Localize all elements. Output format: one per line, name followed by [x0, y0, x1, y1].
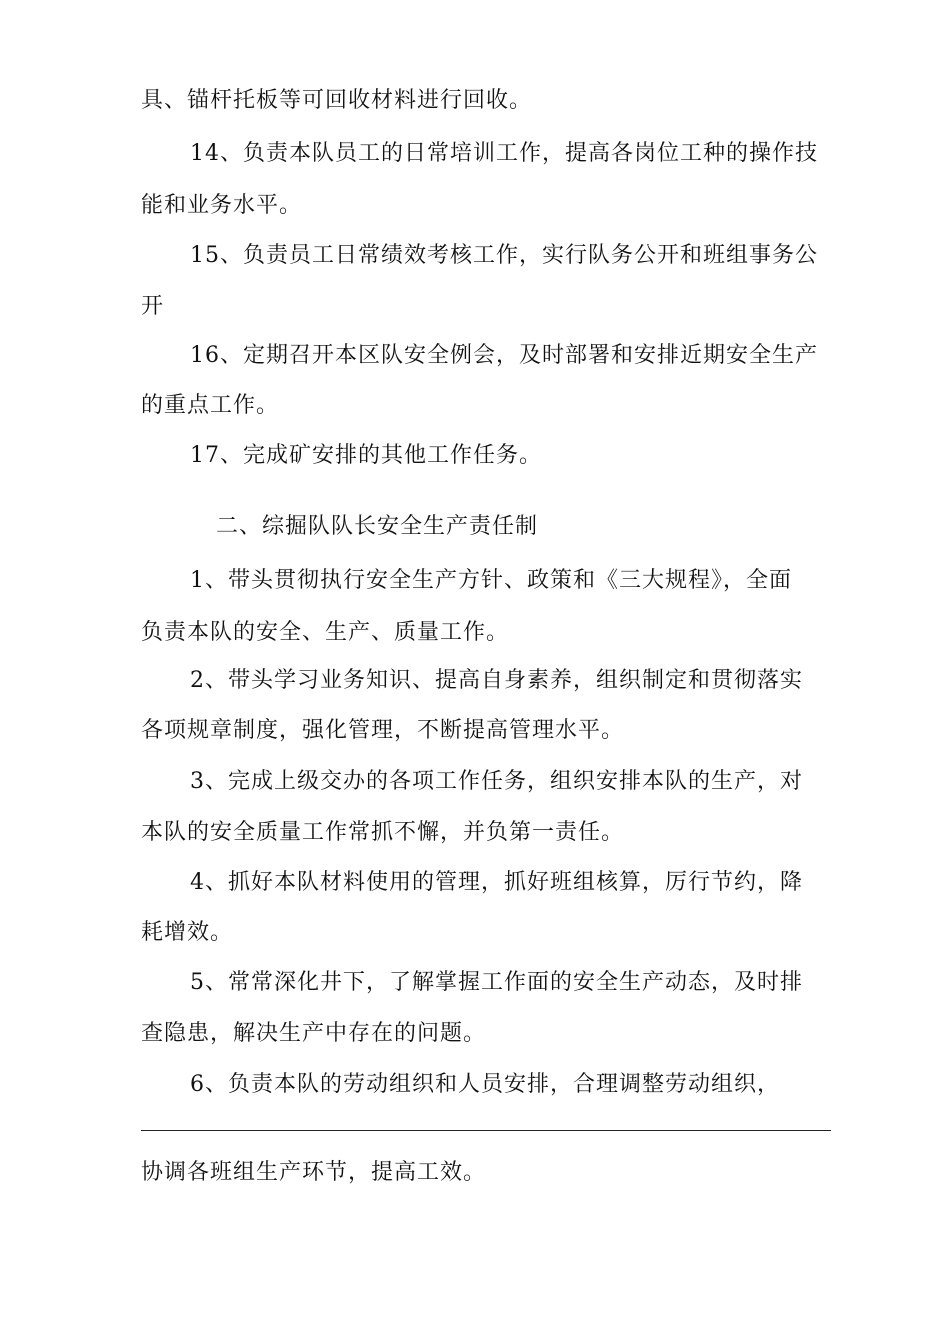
paragraph-line: 3、完成上级交办的各项工作任务，组织安排本队的生产，对	[190, 769, 803, 794]
paragraph-line: 2、带头学习业务知识、提高自身素养，组织制定和贯彻落实	[190, 668, 803, 693]
paragraph-line: 15、负责员工日常绩效考核工作，实行队务公开和班组事务公	[190, 243, 818, 268]
paragraph-line: 1、带头贯彻执行安全生产方针、政策和《三大规程》，全面	[190, 568, 792, 593]
paragraph-line: 具、锚杆托板等可回收材料进行回收。	[141, 88, 533, 113]
section-heading: 二、综掘队队长安全生产责任制	[216, 514, 539, 539]
paragraph-line: 5、常常深化井下，了解掌握工作面的安全生产动态，及时排	[190, 970, 803, 995]
paragraph-line: 能和业务水平。	[141, 193, 303, 218]
paragraph-line: 各项规章制度，强化管理，不断提高管理水平。	[141, 718, 625, 743]
paragraph-line: 的重点工作。	[141, 393, 280, 418]
paragraph-line: 查隐患，解决生产中存在的问题。	[141, 1021, 487, 1046]
page-divider	[141, 1130, 831, 1131]
paragraph-line: 开	[141, 294, 165, 319]
paragraph-line: 本队的安全质量工作常抓不懈，并负第一责任。	[141, 820, 625, 845]
paragraph-line: 14、负责本队员工的日常培训工作，提高各岗位工种的操作技	[190, 141, 818, 166]
paragraph-line: 16、定期召开本区队安全例会，及时部署和安排近期安全生产	[190, 343, 818, 368]
paragraph-line: 协调各班组生产环节，提高工效。	[141, 1160, 487, 1185]
paragraph-line: 6、负责本队的劳动组织和人员安排，合理调整劳动组织，	[190, 1072, 780, 1097]
paragraph-line: 耗增效。	[141, 920, 234, 945]
paragraph-line: 17、完成矿安排的其他工作任务。	[190, 443, 542, 468]
paragraph-line: 4、抓好本队材料使用的管理，抓好班组核算，厉行节约，降	[190, 870, 803, 895]
paragraph-line: 负责本队的安全、生产、质量工作。	[141, 620, 510, 645]
